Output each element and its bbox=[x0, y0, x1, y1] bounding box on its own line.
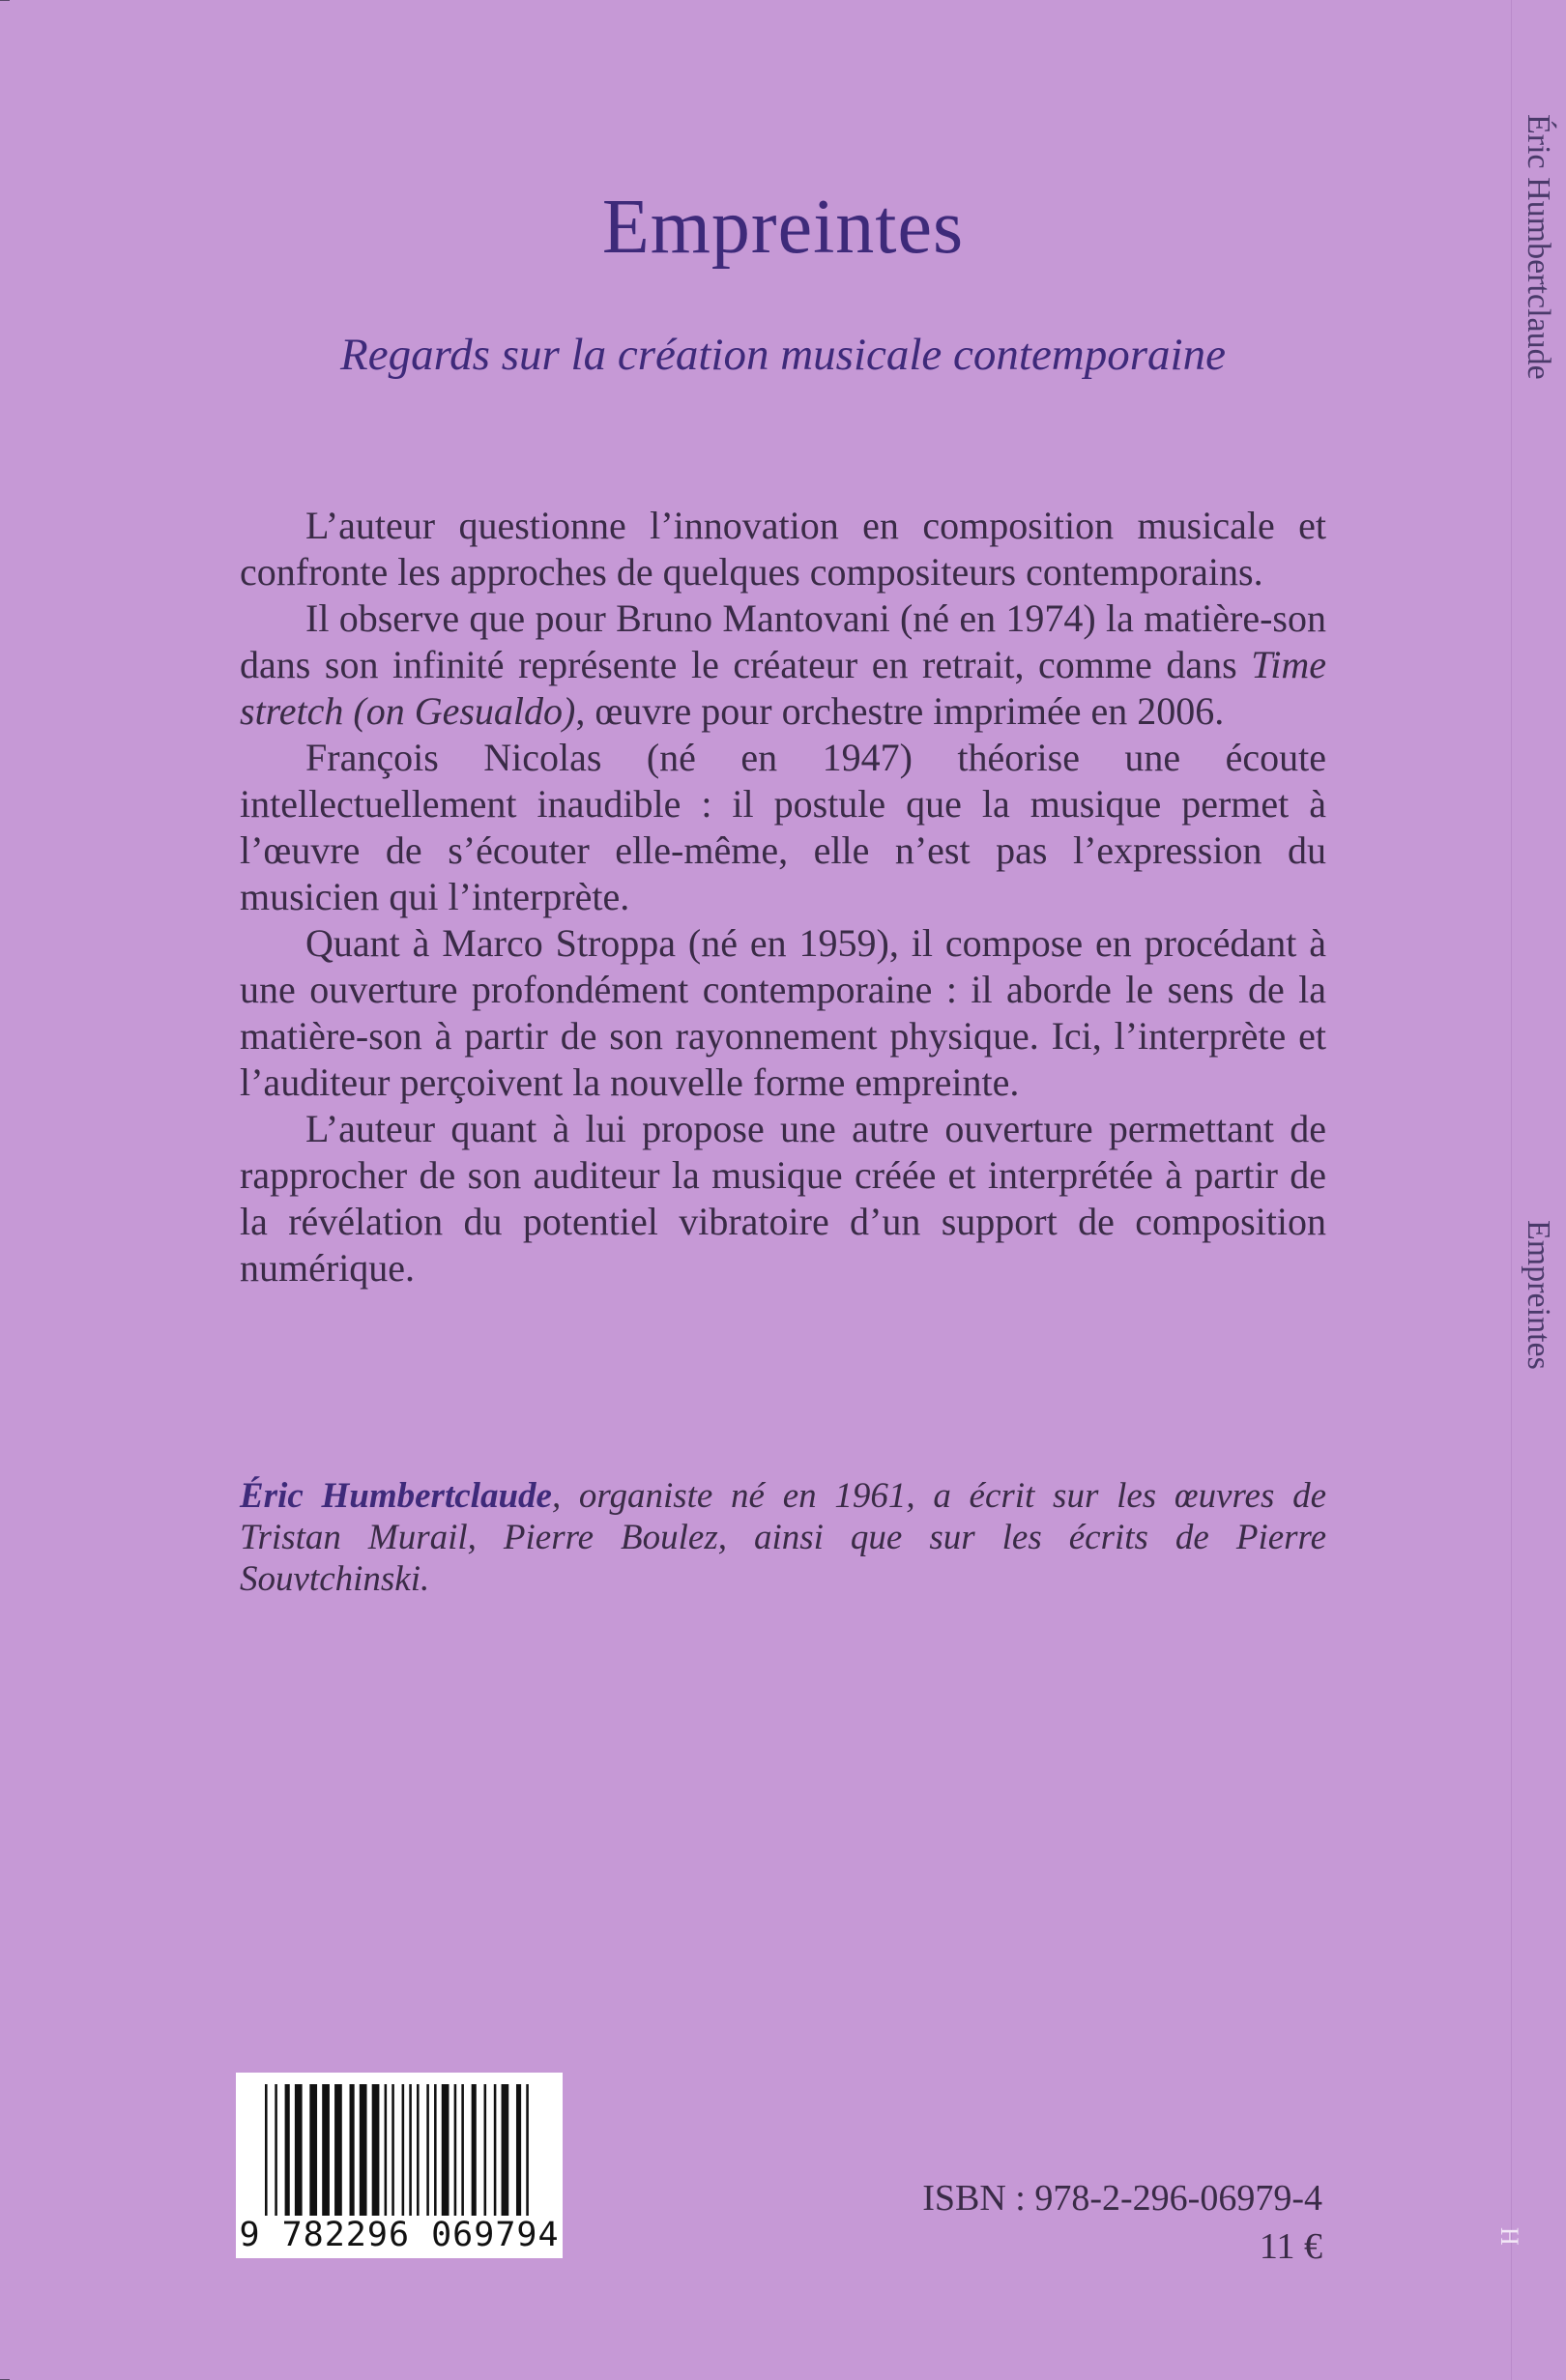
barcode-bar bbox=[360, 2084, 367, 2216]
barcode-bar bbox=[402, 2084, 405, 2216]
barcode-digits: 9 782296 069794 bbox=[239, 2216, 560, 2254]
blurb-paragraph: L’auteur questionne l’innovation en composition musicale et confronte les approches de quelques compositeurs contemporains. bbox=[240, 504, 1326, 594]
barcode bbox=[236, 2073, 563, 2258]
spine-foot: H bbox=[1495, 2227, 1523, 2246]
barcode-bar bbox=[484, 2084, 487, 2216]
barcode-bar bbox=[275, 2084, 277, 2216]
price: 11 € bbox=[1259, 2226, 1322, 2267]
barcode-bar bbox=[442, 2084, 450, 2216]
barcode-bar bbox=[426, 2084, 429, 2216]
bio-text: , organiste né en 1961, a écrit sur les œuvres de Tristan Murail, Pierre Boulez, ainsi que sur les écrits de Pierre Souvtchinski. bbox=[240, 1476, 1326, 1599]
author-name: Éric Humbertclaude bbox=[240, 1476, 552, 1516]
book-subtitle: Regards sur la création musicale contemporaine bbox=[340, 330, 1226, 380]
barcode-bar bbox=[322, 2084, 330, 2216]
blurb-paragraph: L’auteur quant à lui propose une autre ouverture permettant de rapprocher de son auditeur la musique créée et interprétée à partir de la révélation du potentiel vibratoire d’un support de composition numérique. bbox=[240, 1107, 1326, 1290]
blurb-text: Il observe que pour Bruno Mantovani (né en 1974) la matière-son dans son infinité représente le créateur en retrait, comme dans bbox=[240, 596, 1326, 686]
barcode-bar bbox=[516, 2084, 521, 2216]
barcode-bar bbox=[461, 2084, 464, 2216]
barcode-bar bbox=[472, 2084, 477, 2216]
spine-title: Empreintes bbox=[1521, 1220, 1556, 1370]
barcode-bar bbox=[265, 2084, 268, 2216]
barcode-bar bbox=[295, 2084, 303, 2216]
isbn: ISBN : 978-2-296-06979-4 bbox=[922, 2178, 1322, 2219]
barcode-bars bbox=[265, 2084, 534, 2216]
barcode-bar bbox=[409, 2084, 412, 2216]
barcode-bar bbox=[372, 2084, 380, 2216]
barcode-bar bbox=[434, 2084, 437, 2216]
barcode-bar bbox=[285, 2084, 290, 2216]
work-title: Time stretch (on Gesualdo) bbox=[240, 643, 1326, 733]
barcode-bar bbox=[392, 2084, 394, 2216]
barcode-bar bbox=[417, 2084, 420, 2216]
blurb-text: , œuvre pour orchestre imprimée en 2006. bbox=[575, 689, 1225, 733]
spine-author: Éric Humbertclaude bbox=[1521, 114, 1556, 380]
barcode-bar bbox=[502, 2084, 509, 2216]
barcode-bar bbox=[334, 2084, 342, 2216]
barcode-bar bbox=[454, 2084, 457, 2216]
barcode-bar bbox=[526, 2084, 529, 2216]
blurb-paragraph: Quant à Marco Stroppa (né en 1959), il compose en procédant à une ouverture profondément contemporaine : il aborde le sens de la matière-son à partir de son rayonnement physique. Ici, l’interprète et l’auditeur perçoivent la nouvelle forme empreinte. bbox=[240, 921, 1326, 1104]
author-bio bbox=[240, 1475, 1326, 1600]
blurb-paragraph: François Nicolas (né en 1947) théorise une écoute intellectuellement inaudible : il postule que la musique permet à l’œuvre de s’écouter elle-même, elle n’est pas l’expression du musicien qui l’interprète. bbox=[240, 736, 1326, 918]
barcode-bar bbox=[494, 2084, 497, 2216]
barcode-bar bbox=[385, 2084, 388, 2216]
barcode-bar bbox=[309, 2084, 317, 2216]
blurb bbox=[240, 503, 1326, 1292]
crop-mark bbox=[0, 0, 10, 1]
blurb-paragraph bbox=[240, 595, 1326, 735]
barcode-bar bbox=[350, 2084, 355, 2216]
book-title: Empreintes bbox=[601, 185, 965, 270]
